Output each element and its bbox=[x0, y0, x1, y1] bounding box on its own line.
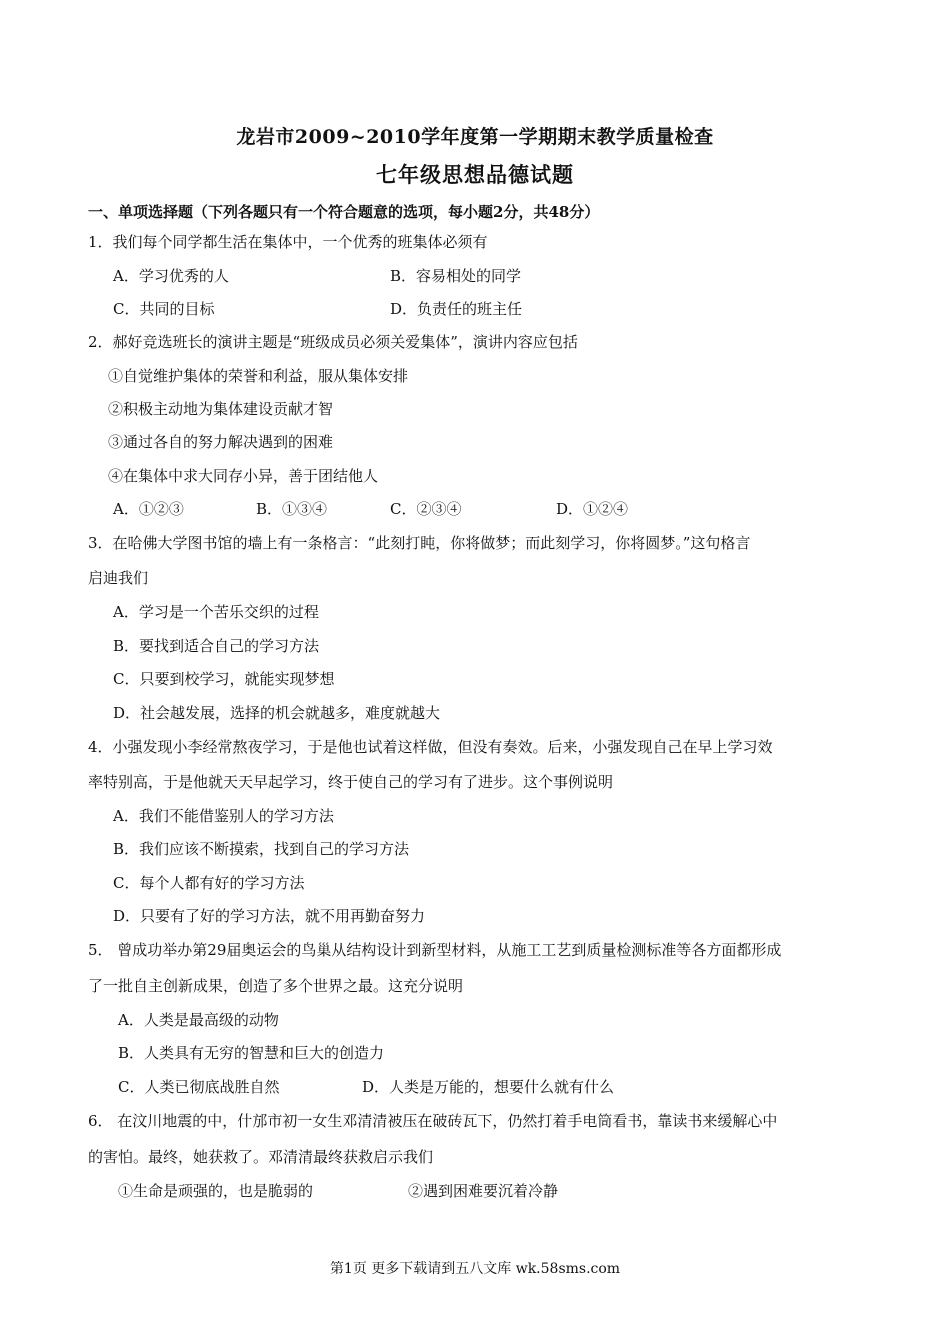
question-4-option-b: B．我们应该不断摸索，找到自己的学习方法 bbox=[113, 840, 410, 858]
question-6-stem-line-1: 6． 在汶川地震的中，什邡市初一女生邓清清被压在破砖瓦下，仍然打着手电筒看书，靠读书来缓解心中 bbox=[88, 1112, 778, 1130]
question-4-stem-line-1: 4．小强发现小李经常熬夜学习，于是他也试着这样做，但没有奏效。后来，小强发现自己在早上学习效 bbox=[88, 738, 773, 756]
question-2-option-b: B．①③④ bbox=[256, 500, 328, 518]
question-6-stem-line-2: 的害怕。最终，她获救了。邓清清最终获救启示我们 bbox=[88, 1148, 434, 1166]
question-2-item-2: ②积极主动地为集体建设贡献才智 bbox=[108, 400, 334, 418]
question-5-option-a: A．人类是最高级的动物 bbox=[118, 1011, 279, 1029]
question-3-option-b: B．要找到适合自己的学习方法 bbox=[113, 637, 320, 655]
question-4-option-c: C．每个人都有好的学习方法 bbox=[113, 874, 305, 892]
question-1-option-d: D．负责任的班主任 bbox=[390, 300, 523, 318]
question-1-option-c: C．共同的目标 bbox=[113, 300, 215, 318]
question-4-option-d: D．只要有了好的学习方法，就不用再勤奋努力 bbox=[113, 907, 426, 925]
question-5-stem-line-2: 了一批自主创新成果，创造了多个世界之最。这充分说明 bbox=[88, 977, 464, 995]
question-2-option-a: A．①②③ bbox=[113, 500, 184, 518]
question-2-item-4: ④在集体中求大同存小异，善于团结他人 bbox=[108, 467, 379, 485]
question-6-item-2: ②遇到困难要沉着冷静 bbox=[408, 1182, 559, 1200]
question-2-option-c: C．②③④ bbox=[390, 500, 462, 518]
page-footer: 第1页 更多下载请到五八文库 wk.58sms.com bbox=[329, 1261, 621, 1277]
question-3-option-d: D．社会越发展，选择的机会就越多，难度就越大 bbox=[113, 704, 441, 722]
question-2-option-d: D．①②④ bbox=[556, 500, 629, 518]
question-1-option-b: B．容易相处的同学 bbox=[390, 267, 522, 285]
question-1-stem: 1．我们每个同学都生活在集体中，一个优秀的班集体必须有 bbox=[88, 233, 488, 251]
exam-title: 龙岩市2009~2010学年度第一学期期末教学质量检查 bbox=[236, 126, 714, 148]
question-5-stem-line-1: 5． 曾成功举办第29届奥运会的鸟巢从结构设计到新型材料，从施工工艺到质量检测标准等各方面都形成 bbox=[88, 941, 782, 959]
question-5-option-d: D．人类是万能的，想要什么就有什么 bbox=[362, 1078, 615, 1096]
question-1-option-a: A．学习优秀的人 bbox=[113, 267, 229, 285]
question-3-stem-line-2: 启迪我们 bbox=[88, 569, 149, 587]
question-3-option-c: C．只要到校学习，就能实现梦想 bbox=[113, 670, 335, 688]
question-4-stem-line-2: 率特别高，于是他就天天早起学习，终于使自己的学习有了进步。这个事例说明 bbox=[88, 773, 614, 791]
question-3-option-a: A．学习是一个苦乐交织的过程 bbox=[113, 603, 319, 621]
question-5-option-c: C．人类已彻底战胜自然 bbox=[118, 1078, 280, 1096]
question-5-option-b: B．人类具有无穷的智慧和巨大的创造力 bbox=[118, 1044, 385, 1062]
question-2-item-3: ③通过各自的努力解决遇到的困难 bbox=[108, 433, 334, 451]
question-2-stem: 2．郝好竞选班长的演讲主题是“班级成员必须关爱集体”，演讲内容应包括 bbox=[88, 333, 578, 351]
question-3-stem-line-1: 3．在哈佛大学图书馆的墙上有一条格言：“此刻打盹，你将做梦；而此刻学习，你将圆梦。”这句格言 bbox=[88, 534, 751, 552]
question-2-item-1: ①自觉维护集体的荣誉和利益，服从集体安排 bbox=[108, 367, 409, 385]
exam-subtitle: 七年级思想品德试题 bbox=[376, 162, 574, 187]
question-6-item-1: ①生命是顽强的，也是脆弱的 bbox=[118, 1182, 314, 1200]
question-4-option-a: A．我们不能借鉴别人的学习方法 bbox=[113, 807, 334, 825]
section-heading: 一、单项选择题（下列各题只有一个符合题意的选项，每小题2分，共48分） bbox=[88, 203, 600, 221]
